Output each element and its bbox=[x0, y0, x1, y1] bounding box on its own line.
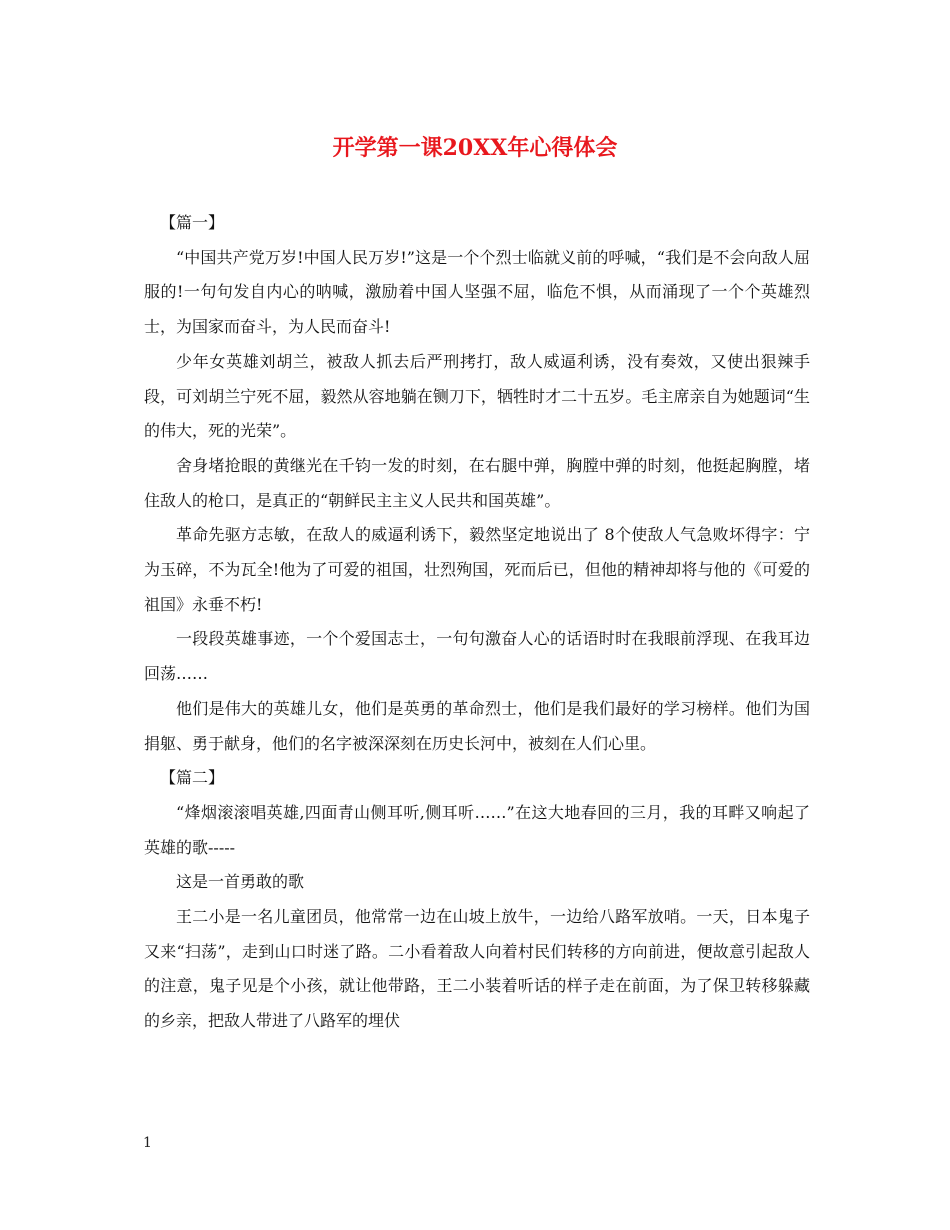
paragraph: “中国共产党万岁!中国人民万岁!”这是一个个烈士临就义前的呼喊，“我们是不会向敌人屈服的!一句句发自内心的呐喊，激励着中国人坚强不屈，临危不惧，从而涌现了一个个英雄烈士，为国家而奋斗，为人民而奋斗! bbox=[144, 247, 810, 337]
paragraph: 革命先驱方志敏，在敌人的威逼利诱下，毅然坚定地说出了 8个使敌人气急败坏得字：宁为玉碎，不为瓦全!他为了可爱的祖国，壮烈殉国，死而后已，但他的精神却将与他的《可爱的祖国》永垂不朽! bbox=[144, 525, 810, 614]
paragraph: 王二小是一名儿童团员，他常常一边在山坡上放牛，一边给八路军放哨。一天，日本鬼子又来“扫荡”，走到山口时迷了路。二小看着敌人向着村民们转移的方向前进，便故意引起敌人的注意，鬼子见是个小孩，就让他带路，王二小装着听话的样子走在前面，为了保卫转移躲藏的乡亲，把敌人带进了八路军的埋伏 bbox=[144, 907, 810, 1031]
section-heading-2: 【篇二】 bbox=[160, 768, 225, 788]
paragraph: 一段段英雄事迹，一个个爱国志士，一句句激奋人心的话语时时在我眼前浮现、在我耳边回荡…… bbox=[144, 629, 810, 684]
paragraph: 他们是伟大的英雄儿女，他们是英勇的革命烈士，他们是我们最好的学习榜样。他们为国捐躯、勇于献身，他们的名字被深深刻在历史长河中，被刻在人们心里。 bbox=[144, 698, 810, 753]
paragraph: 这是一首勇敢的歌 bbox=[176, 872, 305, 892]
document-body bbox=[144, 206, 810, 1039]
section-heading-1: 【篇一】 bbox=[160, 213, 225, 232]
document-title: 开学第一课20XX年心得体会 bbox=[332, 135, 618, 161]
paragraph: 舍身堵抢眼的黄继光在千钧一发的时刻，在右腿中弹，胸膛中弹的时刻，他挺起胸膛，堵住敌人的枪口，是真正的“朝鲜民主主义人民共和国英雄”。 bbox=[144, 455, 810, 510]
page-number: 1 bbox=[143, 1135, 152, 1151]
paragraph: 少年女英雄刘胡兰，被敌人抓去后严刑拷打，敌人威逼利诱，没有奏效，又使出狠辣手段，可刘胡兰宁死不屈，毅然从容地躺在铡刀下，牺牲时才二十五岁。毛主席亲自为她题词“生的伟大，死的光荣”。 bbox=[144, 351, 810, 441]
paragraph: “烽烟滚滚唱英雄,四面青山侧耳听,侧耳听……”在这大地春回的三月，我的耳畔又响起了英雄的歌----- bbox=[144, 802, 810, 857]
